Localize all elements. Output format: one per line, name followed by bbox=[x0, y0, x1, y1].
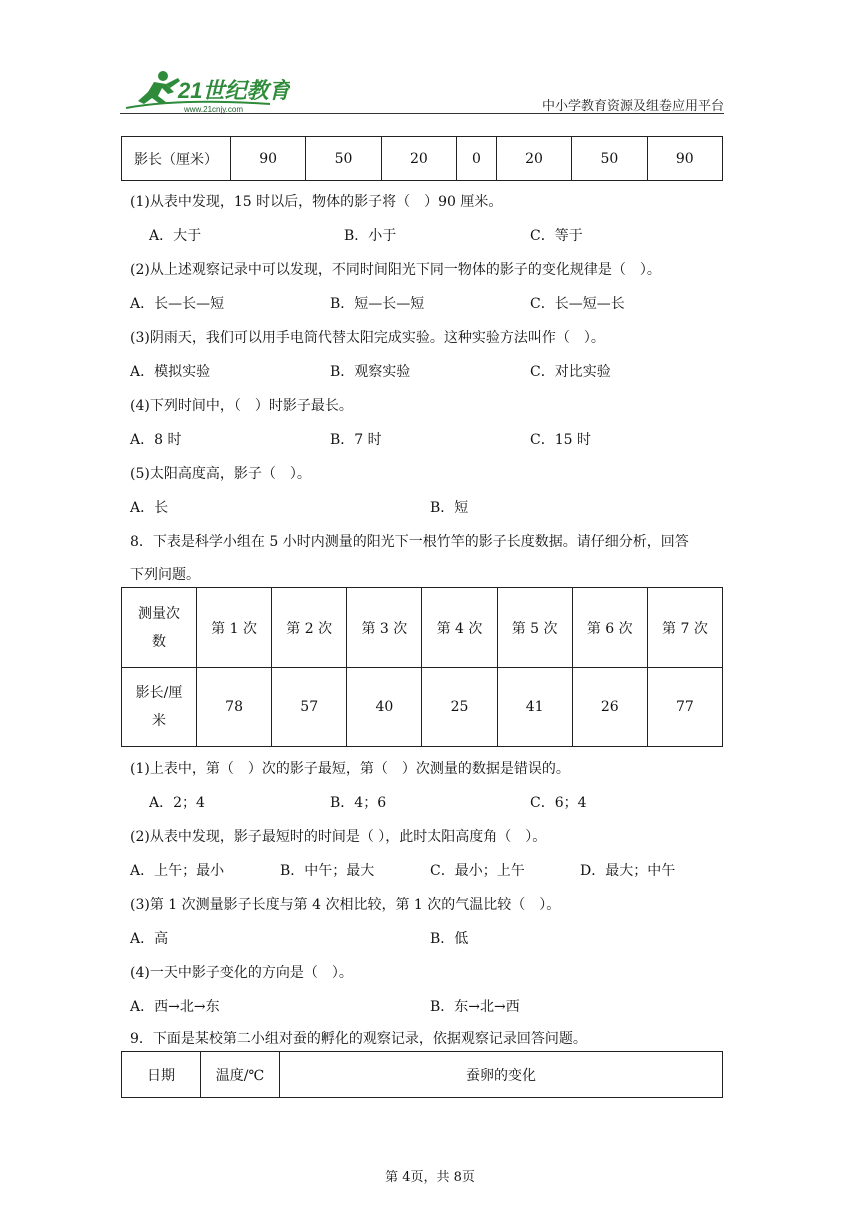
table-header: 第 3 次 bbox=[347, 588, 422, 668]
table-cell: 41 bbox=[497, 668, 572, 747]
table-cell: 26 bbox=[572, 668, 647, 747]
table-header: 日期 bbox=[122, 1052, 201, 1098]
table-header: 温度/℃ bbox=[201, 1052, 280, 1098]
row-label-line: 数 bbox=[152, 633, 166, 650]
q8-3-option-a[interactable]: A．高 bbox=[130, 931, 169, 947]
platform-title: 中小学教育资源及组卷应用平台 bbox=[541, 99, 724, 114]
q8-2-stem: (2)从表中发现，影子最短时的时间是（ ），此时太阳高度角（ ）。 bbox=[130, 829, 547, 845]
bamboo-shadow-table bbox=[121, 587, 723, 747]
q8-intro-line2: 下列问题。 bbox=[130, 567, 200, 583]
q7-1-option-b[interactable]: B．小于 bbox=[344, 228, 397, 244]
table-cell: 90 bbox=[647, 137, 722, 181]
header-divider bbox=[120, 113, 724, 114]
q7-2-stem: (2)从上述观察记录中可以发现，不同时间阳光下同一物体的影子的变化规律是（ ）。 bbox=[130, 262, 661, 278]
q7-4-option-a[interactable]: A．8 时 bbox=[130, 432, 182, 448]
svg-text:21世纪教育: 21世纪教育 bbox=[178, 78, 290, 103]
q7-5-stem: (5)太阳高度高，影子（ ）。 bbox=[130, 466, 311, 482]
table-cell: 50 bbox=[306, 137, 381, 181]
table-cell: 78 bbox=[197, 668, 272, 747]
q8-3-stem: (3)第 1 次测量影子长度与第 4 次相比较，第 1 次的气温比较（ ）。 bbox=[130, 897, 561, 913]
q7-1-option-c[interactable]: C．等于 bbox=[530, 228, 583, 244]
q8-1-option-b[interactable]: B．4；6 bbox=[330, 795, 387, 811]
row-label-line: 米 bbox=[152, 713, 166, 729]
q8-3-option-b[interactable]: B．低 bbox=[430, 931, 469, 947]
table-cell: 20 bbox=[381, 137, 456, 181]
q8-2-option-d[interactable]: D．最大；中午 bbox=[580, 863, 676, 879]
q7-2-option-c[interactable]: C．长—短—长 bbox=[530, 296, 625, 312]
q9-intro: 9．下面是某校第二小组对蚕的孵化的观察记录，依据观察记录回答问题。 bbox=[130, 1031, 587, 1047]
q7-1-stem: (1)从表中发现，15 时以后，物体的影子将（ ）90 厘米。 bbox=[130, 194, 503, 210]
table-header: 第 6 次 bbox=[572, 588, 647, 668]
page-footer: 第 4页，共 8页 bbox=[385, 1170, 475, 1185]
table-cell: 77 bbox=[647, 668, 722, 747]
q8-4-stem: (4)一天中影子变化的方向是（ ）。 bbox=[130, 965, 353, 981]
q8-2-option-c[interactable]: C．最小；上午 bbox=[430, 863, 525, 879]
svg-text:www.21cnjy.com: www.21cnjy.com bbox=[184, 105, 243, 114]
table-row-label: 影长（厘米） bbox=[122, 137, 231, 181]
table-row-label bbox=[122, 668, 197, 747]
q7-4-option-c[interactable]: C．15 时 bbox=[530, 432, 591, 448]
q8-4-option-b[interactable]: B．东→北→西 bbox=[430, 999, 520, 1015]
q8-4-option-a[interactable]: A．西→北→东 bbox=[130, 999, 220, 1015]
table-header: 蚕卵的变化 bbox=[280, 1052, 723, 1098]
q8-1-stem: (1)上表中，第（ ）次的影子最短，第（ ）次测量的数据是错误的。 bbox=[130, 761, 570, 777]
table-cell: 40 bbox=[347, 668, 422, 747]
q7-3-option-c[interactable]: C．对比实验 bbox=[530, 364, 611, 380]
shadow-length-table bbox=[121, 136, 723, 181]
page-header bbox=[120, 68, 724, 112]
q8-1-option-c[interactable]: C．6；4 bbox=[530, 795, 587, 811]
table-cell: 0 bbox=[457, 137, 497, 181]
table-cell: 50 bbox=[572, 137, 647, 181]
row-label-line: 测量次 bbox=[138, 605, 180, 622]
table-row-label bbox=[122, 588, 197, 668]
table-cell: 25 bbox=[422, 668, 497, 747]
q8-1-option-a[interactable]: A．2；4 bbox=[149, 795, 205, 811]
row-label-line: 影长/厘 bbox=[135, 685, 183, 701]
q7-3-option-a[interactable]: A．模拟实验 bbox=[130, 364, 211, 380]
q7-3-option-b[interactable]: B．观察实验 bbox=[330, 364, 411, 380]
table-cell: 20 bbox=[496, 137, 571, 181]
q7-5-option-b[interactable]: B．短 bbox=[430, 500, 469, 516]
table-header: 第 5 次 bbox=[497, 588, 572, 668]
q7-5-option-a[interactable]: A．长 bbox=[130, 500, 169, 516]
q7-2-option-b[interactable]: B．短—长—短 bbox=[330, 296, 425, 312]
table-cell: 90 bbox=[231, 137, 306, 181]
q8-2-option-a[interactable]: A．上午；最小 bbox=[130, 863, 225, 879]
table-header: 第 7 次 bbox=[647, 588, 722, 668]
q7-3-stem: (3)阴雨天，我们可以用手电筒代替太阳完成实验。这种实验方法叫作（ ）。 bbox=[130, 330, 605, 346]
table-header: 第 4 次 bbox=[422, 588, 497, 668]
table-header: 第 2 次 bbox=[272, 588, 347, 668]
q7-4-stem: (4)下列时间中，（ ）时影子最长。 bbox=[130, 398, 353, 414]
table-header: 第 1 次 bbox=[197, 588, 272, 668]
q8-2-option-b[interactable]: B．中午；最大 bbox=[280, 863, 375, 879]
q7-1-option-a[interactable]: A．大于 bbox=[149, 228, 202, 244]
logo-icon bbox=[120, 68, 290, 114]
q7-2-option-a[interactable]: A．长—长—短 bbox=[130, 296, 225, 312]
q7-4-option-b[interactable]: B．7 时 bbox=[330, 432, 382, 448]
table-cell: 57 bbox=[272, 668, 347, 747]
q8-intro-line1: 8．下表是科学小组在 5 小时内测量的阳光下一根竹竿的影子长度数据。请仔细分析，回答 bbox=[130, 534, 689, 550]
silkworm-table bbox=[121, 1051, 723, 1098]
